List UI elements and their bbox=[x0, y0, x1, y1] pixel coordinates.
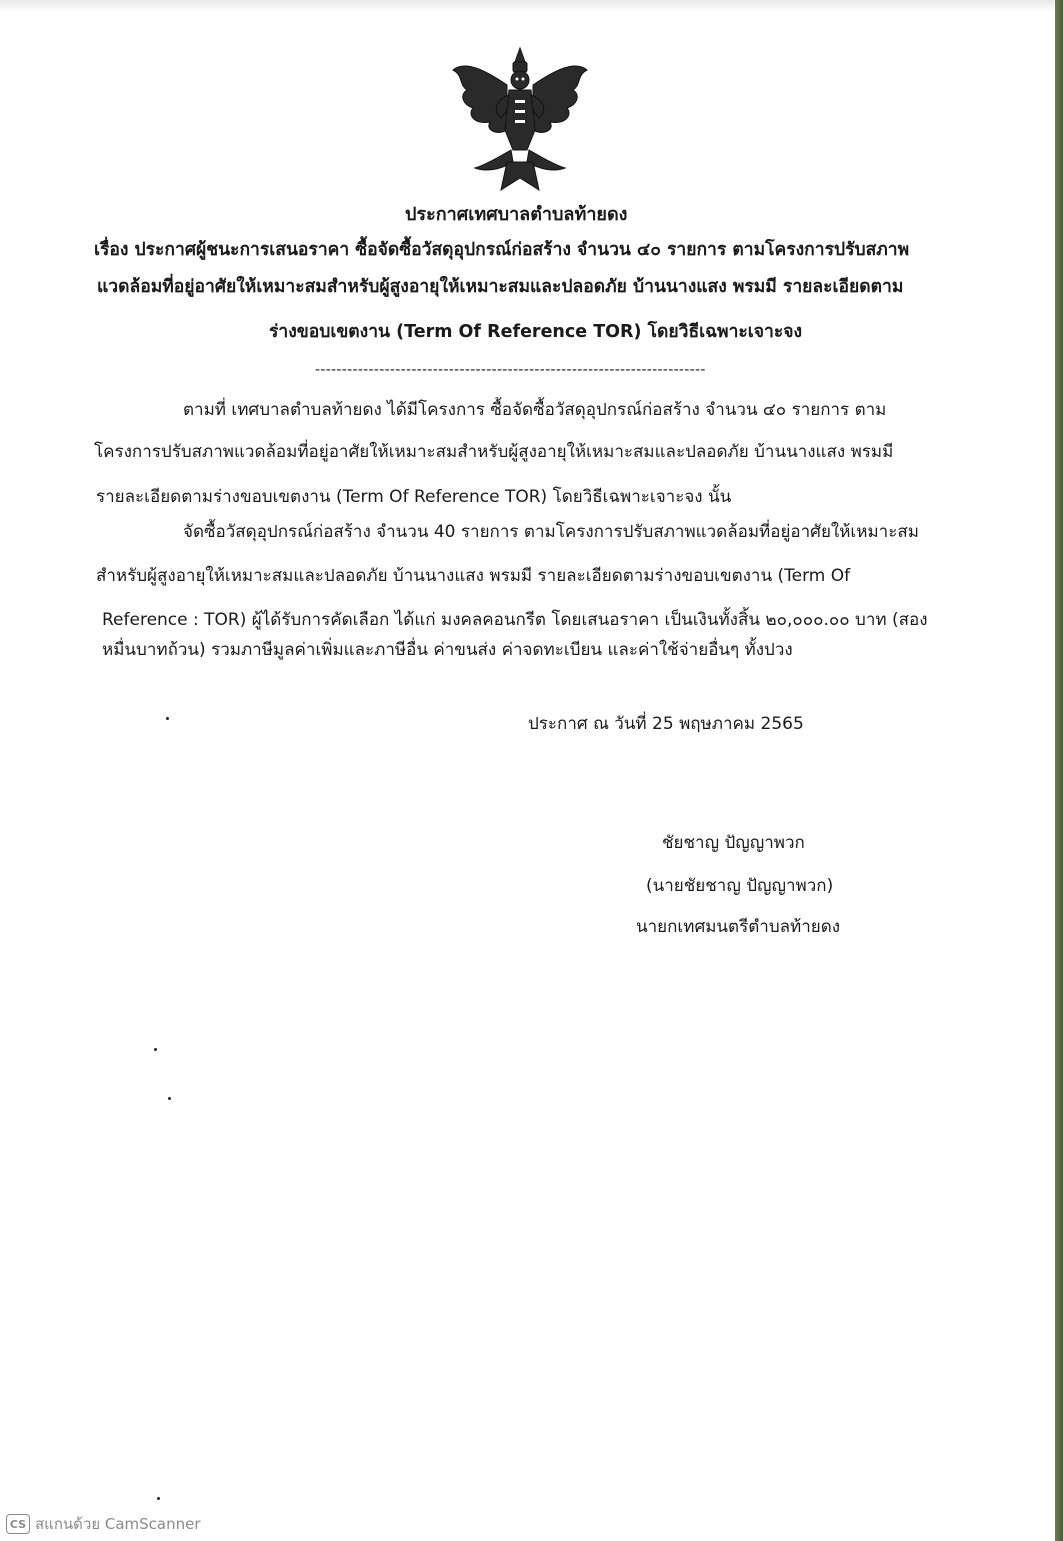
paragraph1-line-1: ตามที่ เทศบาลตำบลท้ายดง ได้มีโครงการ ซื้อจัดซื้อวัสดุอุปกรณ์ก่อสร้าง จำนวน ๔๐ รายการ ตาม bbox=[183, 400, 887, 420]
paragraph2-line-4: หมื่นบาทถ้วน) รวมภาษีมูลค่าเพิ่มและภาษีอื่น ค่าขนส่ง ค่าจดทะเบียน และค่าใช้จ่ายอื่นๆ ทั้งปวง bbox=[102, 640, 793, 660]
printed-name: (นายชัยชาญ ปัญญาพวก) bbox=[646, 876, 834, 896]
camscanner-footer bbox=[6, 1512, 201, 1536]
paragraph2-line-1: จัดซื้อวัสดุอุปกรณ์ก่อสร้าง จำนวน 40 รายการ ตามโครงการปรับสภาพแวดล้อมที่อยู่อาศัยให้เหมาะสม bbox=[183, 522, 919, 542]
camscanner-text: สแกนด้วย CamScanner bbox=[35, 1515, 201, 1533]
scan-speck bbox=[157, 1497, 160, 1500]
paragraph2-line-3: Reference : TOR) ผู้ได้รับการคัดเลือก ได้แก่ มงคลคอนกรีต โดยเสนอราคา เป็นเงินทั้งสิ้น ๒๐,๐๐๐.๐๐ บาท (สอง bbox=[102, 610, 928, 630]
subject-line-1: เรื่อง ประกาศผู้ชนะการเสนอราคา ซื้อจัดซื้อวัสดุอุปกรณ์ก่อสร้าง จำนวน ๔๐ รายการ ตามโครงการปรับสภาพ bbox=[94, 240, 910, 260]
signature-name: ชัยชาญ ปัญญาพวก bbox=[662, 833, 805, 853]
separator-line: ------------------------------------------------------------------------- bbox=[315, 362, 706, 378]
camscanner-logo-icon: CS bbox=[6, 1514, 30, 1534]
scan-speck bbox=[154, 1048, 157, 1051]
scan-right-edge bbox=[1055, 0, 1063, 1541]
scan-top-edge bbox=[0, 0, 1063, 12]
subject-line-2: แวดล้อมที่อยู่อาศัยให้เหมาะสมสำหรับผู้สูงอายุให้เหมาะสมและปลอดภัย บ้านนางแสง พรมมี รายละเอียดตาม bbox=[97, 277, 904, 297]
signer-position: นายกเทศมนตรีตำบลท้ายดง bbox=[636, 917, 841, 937]
paragraph2-line-2: สำหรับผู้สูงอายุให้เหมาะสมและปลอดภัย บ้านนางแสง พรมมี รายละเอียดตามร่างขอบเขตงาน (Term Of bbox=[96, 566, 851, 586]
scan-speck bbox=[168, 1097, 171, 1100]
document-title: ประกาศเทศบาลตำบลท้ายดง bbox=[405, 204, 628, 225]
subject-line-3: ร่างขอบเขตงาน (Term Of Reference TOR) โดยวิธีเฉพาะเจาะจง bbox=[269, 322, 803, 342]
paragraph1-line-3: รายละเอียดตามร่างขอบเขตงาน (Term Of Reference TOR) โดยวิธีเฉพาะเจาะจง นั้น bbox=[96, 487, 732, 507]
paragraph1-line-2: โครงการปรับสภาพแวดล้อมที่อยู่อาศัยให้เหมาะสมสำหรับผู้สูงอายุให้เหมาะสมและปลอดภัย บ้านนางแสง พรมมี bbox=[94, 442, 894, 462]
announcement-date: ประกาศ ณ วันที่ 25 พฤษภาคม 2565 bbox=[528, 714, 804, 734]
garuda-emblem-icon bbox=[445, 40, 595, 200]
scan-speck bbox=[166, 717, 169, 720]
